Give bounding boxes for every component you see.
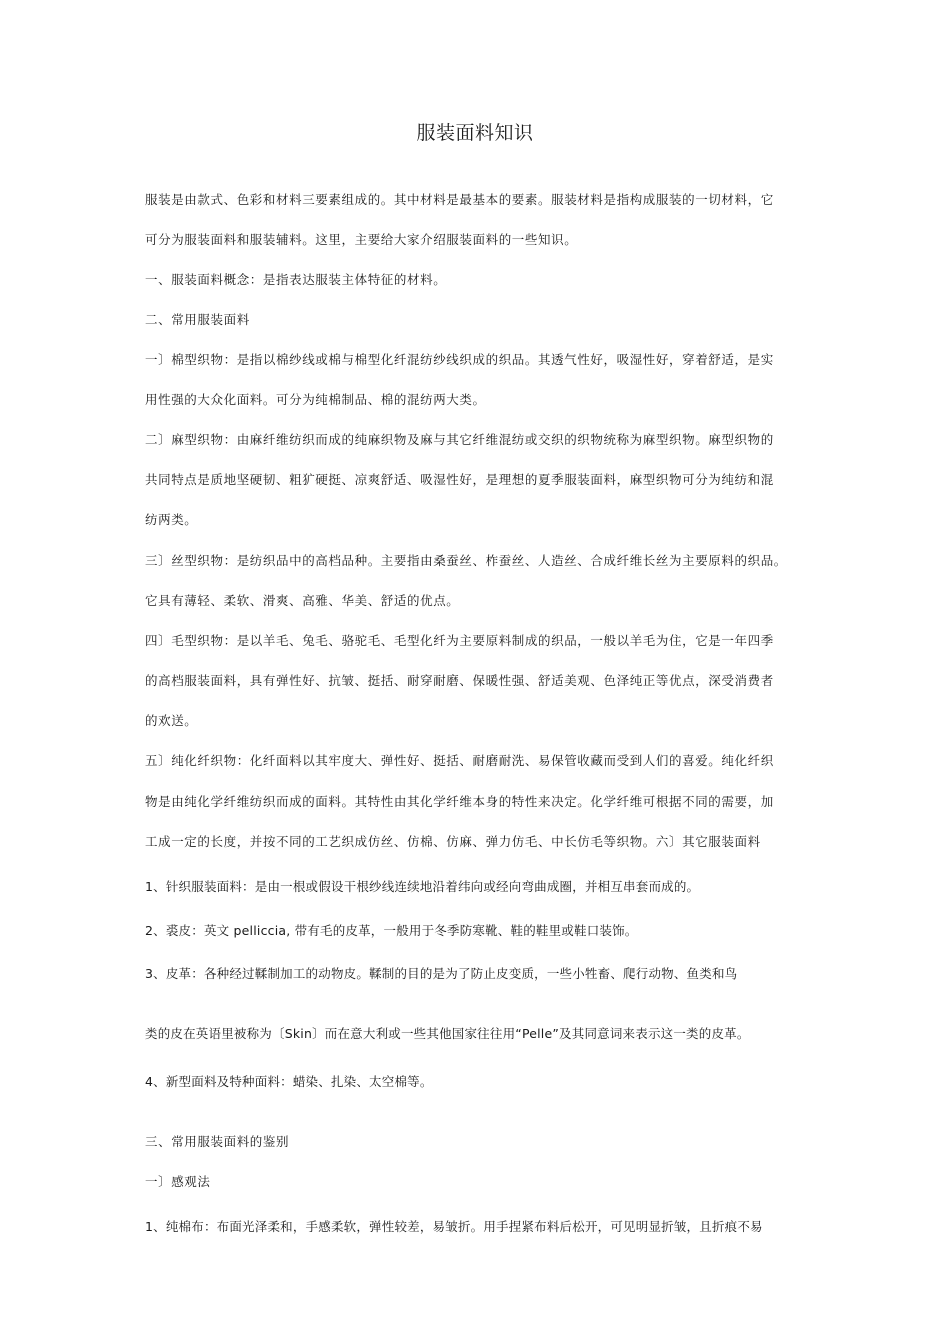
- paragraph-line: 物是由纯化学纤维纺织而成的面料。其特性由其化学纤维本身的特性来决定。化学纤维可根据不同的需要，加: [145, 794, 774, 809]
- section-heading: 二、常用服装面料: [145, 312, 250, 327]
- paragraph-line: 五〕纯化纤织物：化纤面料以其牢度大、弹性好、挺括、耐磨耐洗、易保管收藏而受到人们的喜爱。纯化纤织: [145, 753, 774, 768]
- section-heading: 一、服装面料概念：是指表达服装主体特征的材料。: [145, 272, 447, 287]
- list-item: 1、针织服装面料：是由一根或假设干根纱线连续地沿着纬向或经向弯曲成圈，并相互串套而成的。: [145, 879, 700, 894]
- paragraph-line: 四〕毛型织物：是以羊毛、兔毛、骆驼毛、毛型化纤为主要原料制成的织品，一般以羊毛为住，它是一年四季: [145, 633, 774, 648]
- list-item: 3、皮革：各种经过鞣制加工的动物皮。鞣制的目的是为了防止皮变质，一些小牲畜、爬行动物、鱼类和鸟: [145, 966, 738, 981]
- section-heading: 三、常用服装面料的鉴别: [145, 1134, 290, 1149]
- list-item: 4、新型面料及特种面料：蜡染、扎染、太空棉等。: [145, 1074, 433, 1089]
- list-item: 2、裘皮：英文 pelliccia, 带有毛的皮革，一般用于冬季防寒靴、鞋的鞋里或鞋口装饰。: [145, 923, 638, 938]
- list-item: 1、纯棉布：布面光泽柔和，手感柔软，弹性较差，易皱折。用手捏紧布料后松开，可见明显折皱，且折痕不易: [145, 1219, 763, 1234]
- paragraph-line: 共同特点是质地坚硬韧、粗犷硬挺、凉爽舒适、吸湿性好，是理想的夏季服装面料，麻型织物可分为纯纺和混: [145, 472, 774, 487]
- paragraph-line: 类的皮在英语里被称为〔Skin〕而在意大利或一些其他国家往往用“Pelle”及其同意词来表示这一类的皮革。: [145, 1026, 750, 1041]
- document-title: 服装面料知识: [416, 122, 534, 144]
- paragraph-line: 的欢送。: [145, 713, 198, 728]
- paragraph-line: 三〕丝型织物：是纺织品中的高档品种。主要指由桑蚕丝、柞蚕丝、人造丝、合成纤维长丝为主要原料的织品。: [145, 553, 787, 568]
- paragraph-line: 纺两类。: [145, 512, 198, 527]
- paragraph-line: 二〕麻型织物：由麻纤维纺织而成的纯麻织物及麻与其它纤维混纺或交织的织物统称为麻型织物。麻型织物的: [145, 432, 774, 447]
- paragraph-line: 可分为服装面料和服装辅料。这里，主要给大家介绍服装面料的一些知识。: [145, 232, 578, 247]
- paragraph-line: 的高档服装面料，具有弹性好、抗皱、挺括、耐穿耐磨、保暖性强、舒适美观、色泽纯正等优点，深受消费者: [145, 673, 774, 688]
- paragraph-line: 它具有薄轻、柔软、滑爽、高雅、华美、舒适的优点。: [145, 593, 460, 608]
- paragraph-line: 工成一定的长度，并按不同的工艺织成仿丝、仿棉、仿麻、弹力仿毛、中长仿毛等织物。六〕其它服装面料: [145, 834, 761, 849]
- paragraph-line: 一〕棉型织物：是指以棉纱线或棉与棉型化纤混纺纱线织成的织品。其透气性好，吸湿性好，穿着舒适，是实: [145, 352, 774, 367]
- paragraph-line: 用性强的大众化面料。可分为纯棉制品、棉的混纺两大类。: [145, 392, 486, 407]
- paragraph-line: 服装是由款式、色彩和材料三要素组成的。其中材料是最基本的要素。服装材料是指构成服装的一切材料，它: [145, 192, 774, 207]
- section-heading: 一〕感观法: [145, 1174, 211, 1189]
